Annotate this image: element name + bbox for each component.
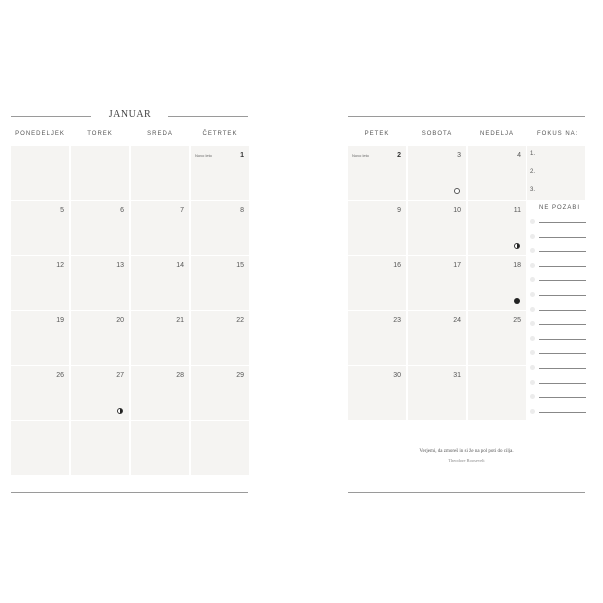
remember-line[interactable]	[539, 368, 586, 369]
day-number: 17	[453, 262, 461, 269]
remember-line[interactable]	[539, 339, 586, 340]
bullet-icon	[530, 321, 535, 326]
day-number: 30	[393, 372, 401, 379]
day-number: 18	[513, 262, 521, 269]
day-cell[interactable]	[71, 366, 129, 420]
day-cell[interactable]	[11, 256, 69, 310]
remember-line[interactable]	[539, 397, 586, 398]
day-number: 27	[116, 372, 124, 379]
day-cell[interactable]	[71, 311, 129, 365]
bullet-icon	[530, 234, 535, 239]
day-cell[interactable]	[348, 256, 406, 310]
day-cell[interactable]	[348, 366, 406, 420]
day-cell[interactable]	[348, 311, 406, 365]
day-number: 3	[457, 152, 461, 159]
day-cell[interactable]	[408, 256, 466, 310]
remember-line[interactable]	[539, 324, 586, 325]
bullet-icon	[530, 219, 535, 224]
day-number: 13	[116, 262, 124, 269]
bullet-icon	[530, 263, 535, 268]
day-cell[interactable]	[468, 311, 526, 365]
left-title-rule-left	[11, 116, 91, 117]
right-header-rule	[348, 116, 585, 117]
day-cell[interactable]	[408, 146, 466, 200]
remember-title: NE POZABI	[539, 205, 581, 211]
day-cell[interactable]	[11, 311, 69, 365]
day-number: 10	[453, 207, 461, 214]
day-number: 4	[517, 152, 521, 159]
day-number: 22	[236, 317, 244, 324]
remember-line[interactable]	[539, 295, 586, 296]
day-cell[interactable]	[468, 201, 526, 255]
day-cell[interactable]	[408, 201, 466, 255]
focus-item-3[interactable]: 3.	[527, 182, 585, 200]
day-number: 16	[393, 262, 401, 269]
day-cell[interactable]	[11, 201, 69, 255]
day-number: 15	[236, 262, 244, 269]
day-cell[interactable]	[191, 201, 249, 255]
day-cell[interactable]	[191, 366, 249, 420]
day-cell[interactable]	[191, 311, 249, 365]
day-number: 31	[453, 372, 461, 379]
day-cell[interactable]	[191, 146, 249, 200]
bullet-icon	[530, 409, 535, 414]
header-wednesday: SREDA	[147, 131, 173, 137]
left-bottom-rule	[11, 492, 248, 493]
day-number: 2	[397, 152, 401, 159]
day-cell[interactable]	[11, 146, 69, 200]
focus-item-1[interactable]: 1.	[527, 146, 585, 164]
day-cell[interactable]	[71, 421, 129, 475]
day-number: 1	[240, 152, 244, 159]
bullet-icon	[530, 248, 535, 253]
header-monday: PONEDELJEK	[15, 131, 65, 137]
day-number: 11	[513, 207, 521, 214]
holiday-label: Novo leto	[195, 153, 212, 158]
bullet-icon	[530, 336, 535, 341]
day-cell[interactable]	[131, 421, 189, 475]
right-bottom-rule	[348, 492, 585, 493]
bullet-icon	[530, 365, 535, 370]
day-cell[interactable]	[468, 146, 526, 200]
bullet-icon	[530, 292, 535, 297]
remember-line[interactable]	[539, 222, 586, 223]
new-moon-icon	[454, 188, 460, 194]
day-number: 14	[176, 262, 184, 269]
header-thursday: ČETRTEK	[202, 131, 238, 137]
day-number: 12	[56, 262, 64, 269]
holiday-label: Novo leto	[352, 153, 369, 158]
day-cell[interactable]	[131, 256, 189, 310]
day-number: 24	[453, 317, 461, 324]
day-cell[interactable]	[408, 366, 466, 420]
header-tuesday: TOREK	[87, 131, 113, 137]
day-number: 23	[393, 317, 401, 324]
remember-line[interactable]	[539, 383, 586, 384]
day-number: 28	[176, 372, 184, 379]
day-cell[interactable]	[191, 256, 249, 310]
focus-item-2[interactable]: 2.	[527, 164, 585, 182]
day-cell[interactable]	[131, 311, 189, 365]
quote-author: Theodore Roosevelt	[448, 458, 485, 463]
day-cell[interactable]	[191, 421, 249, 475]
bullet-icon	[530, 277, 535, 282]
left-title-rule-right	[168, 116, 248, 117]
last-quarter-moon-icon	[514, 243, 520, 249]
remember-line[interactable]	[539, 353, 586, 354]
day-cell[interactable]	[468, 366, 526, 420]
day-cell[interactable]	[131, 146, 189, 200]
remember-line[interactable]	[539, 412, 586, 413]
header-sunday: NEDELJA	[479, 131, 514, 137]
day-cell[interactable]	[408, 311, 466, 365]
day-cell[interactable]	[348, 201, 406, 255]
quote-text: Verjemi, da zmoreš in si že na pol poti do cilja.	[419, 449, 514, 454]
day-number: 6	[120, 207, 124, 214]
focus-title: FOKUS NA:	[537, 131, 579, 137]
day-cell[interactable]	[71, 256, 129, 310]
day-cell[interactable]	[131, 201, 189, 255]
day-number: 21	[176, 317, 184, 324]
day-number: 29	[236, 372, 244, 379]
day-number: 20	[116, 317, 124, 324]
bullet-icon	[530, 394, 535, 399]
day-number: 8	[240, 207, 244, 214]
full-moon-icon	[514, 298, 520, 304]
day-number: 25	[513, 317, 521, 324]
day-cell[interactable]	[11, 366, 69, 420]
bullet-icon	[530, 307, 535, 312]
header-friday: PETEK	[364, 131, 390, 137]
bullet-icon	[530, 380, 535, 385]
day-number: 7	[180, 207, 184, 214]
day-number: 26	[56, 372, 64, 379]
remember-line[interactable]	[539, 266, 586, 267]
day-cell[interactable]	[348, 146, 406, 200]
month-title: JANUAR	[108, 109, 152, 120]
day-cell[interactable]	[71, 146, 129, 200]
day-number: 9	[397, 207, 401, 214]
remember-line[interactable]	[539, 310, 586, 311]
header-saturday: SOBOTA	[421, 131, 453, 137]
bullet-icon	[530, 350, 535, 355]
remember-line[interactable]	[539, 237, 586, 238]
day-number: 19	[56, 317, 64, 324]
remember-line[interactable]	[539, 251, 586, 252]
day-cell[interactable]	[11, 421, 69, 475]
day-number: 5	[60, 207, 64, 214]
first-quarter-moon-icon	[117, 408, 123, 414]
day-cell[interactable]	[468, 256, 526, 310]
remember-line[interactable]	[539, 280, 586, 281]
day-cell[interactable]	[71, 201, 129, 255]
day-cell[interactable]	[131, 366, 189, 420]
